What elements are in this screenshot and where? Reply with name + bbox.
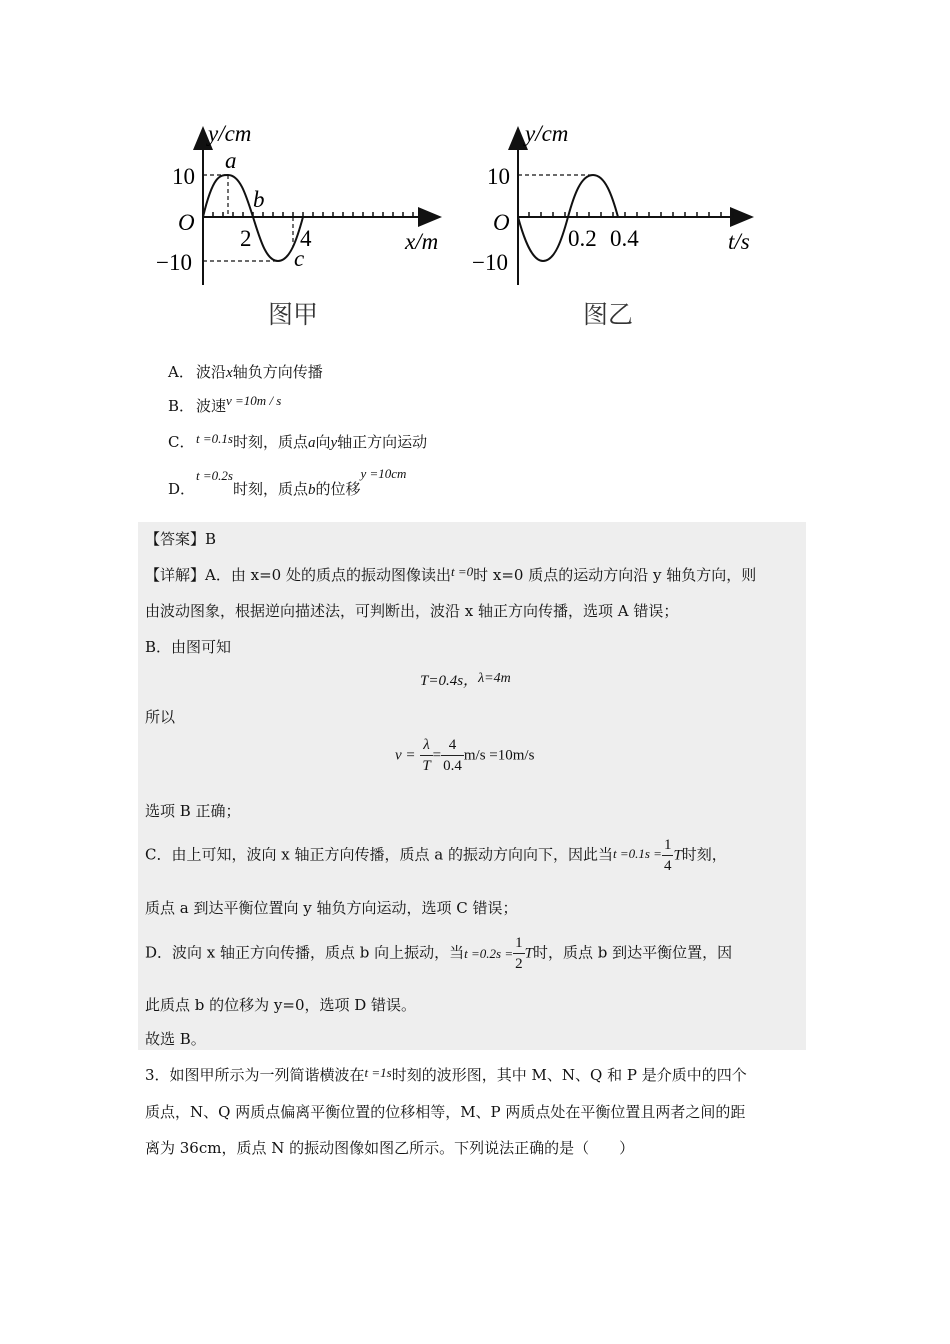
detail-label: 【详解】	[145, 566, 206, 584]
detail-line-c1	[145, 835, 727, 876]
formula: t =1s	[364, 1065, 392, 1080]
option-text: 的位移	[315, 480, 361, 498]
option-label: B．	[168, 397, 195, 415]
origin-label: O	[178, 210, 195, 235]
figure-caption-right: 图乙	[583, 300, 634, 329]
y-tick-negative: −10	[472, 250, 508, 275]
question3-line2: 质点，N、Q 两质点偏离平衡位置的位移相等，M、P 两质点处在平衡位置且两者之间的距	[145, 1103, 746, 1121]
text: C．由上可知，波向 x 轴正方向传播，质点 a 的振动方向向下，因此当	[145, 845, 613, 864]
question3-line3: 离为 36cm，质点 N 的振动图像如图乙所示。下列说法正确的是（ ）	[145, 1139, 635, 1157]
formula-period-wavelength	[420, 669, 511, 690]
math-var: b	[307, 482, 316, 498]
option-a[interactable]	[168, 362, 323, 383]
text: 时，质点 b 到达平衡位置，因	[532, 943, 733, 962]
y-tick-positive: 10	[487, 164, 510, 189]
option-text: 时刻，质点	[232, 480, 308, 498]
fraction-denominator: 0.4	[443, 758, 462, 774]
y-axis-label: y/cm	[525, 121, 569, 146]
equals: =	[432, 747, 442, 764]
detail-line-b1: B．由图可知	[145, 638, 232, 656]
detail-line-b3: 选项 B 正确；	[145, 802, 241, 820]
origin-label: O	[493, 210, 510, 235]
x-tick-4: 4	[300, 226, 312, 251]
x-tick-0.4: 0.4	[610, 226, 639, 251]
option-b[interactable]	[168, 393, 282, 417]
vibration-graph-figure	[470, 115, 770, 290]
detail-line-a1	[145, 564, 756, 585]
option-label: C．	[168, 433, 195, 451]
point-a-label: a	[225, 148, 237, 173]
text: A．由 x=0 处的质点的振动图像读出	[205, 566, 451, 584]
answer-heading: 【答案】B	[145, 530, 217, 548]
detail-conclusion: 故选 B。	[145, 1030, 206, 1048]
fraction-denominator: 2	[515, 956, 523, 972]
formula: t =0.2s =	[464, 945, 514, 961]
option-text: 波沿	[196, 363, 227, 381]
option-text: 向	[315, 433, 331, 451]
option-label: A．	[168, 363, 194, 381]
text: 时刻，	[681, 845, 727, 864]
fraction-denominator: T	[422, 758, 431, 774]
point-c-label: c	[294, 246, 305, 271]
x-axis-label: t/s	[728, 229, 750, 254]
formula: T	[524, 945, 533, 962]
option-d[interactable]	[168, 466, 407, 500]
formula: t =0.1s	[196, 431, 233, 446]
math-var: y	[330, 435, 338, 451]
option-text: 轴正方向运动	[337, 433, 428, 451]
fraction-numerator: λ	[420, 735, 432, 756]
formula: t =0.2s	[196, 468, 233, 483]
text: 时 x=0 质点的运动方向沿 y 轴负方向，则	[473, 566, 757, 584]
formula: v =	[395, 747, 416, 764]
fraction-numerator: 4	[441, 735, 464, 756]
formula: t =0	[450, 564, 474, 579]
formula: y =10cm	[360, 466, 407, 481]
detail-so: 所以	[145, 708, 176, 726]
option-text: 时刻，质点	[232, 433, 308, 451]
option-text: 轴负方向传播	[232, 363, 323, 381]
math-var: a	[307, 435, 316, 451]
option-c[interactable]	[168, 432, 427, 453]
fraction-numerator: 1	[513, 933, 525, 954]
text: D．波向 x 轴正方向传播，质点 b 向上振动，当	[145, 943, 465, 962]
figure-caption-left: 图甲	[268, 300, 319, 329]
option-text: 波速	[196, 397, 227, 415]
y-tick-positive: 10	[172, 164, 195, 189]
y-axis-label: y/cm	[208, 121, 252, 146]
math-var: x	[226, 365, 233, 381]
formula: t =0.1s =	[612, 845, 662, 861]
text: 3．如图甲所示为一列简谐横波在	[145, 1066, 365, 1084]
x-axis-label: x/m	[405, 229, 439, 254]
detail-line-a2: 由波动图象，根据逆向描述法，可判断出，波沿 x 轴正方向传播，选项 A 错误；	[145, 602, 679, 620]
detail-line-d1	[145, 933, 732, 974]
x-tick-2: 2	[240, 226, 252, 251]
detail-line-d2: 此质点 b 的位移为 y=0，选项 D 错误。	[145, 996, 417, 1014]
fraction-denominator: 4	[663, 858, 672, 874]
point-b-label: b	[253, 187, 265, 212]
text: 时刻的波形图，其中 M、N、Q 和 P 是介质中的四个	[391, 1066, 747, 1084]
formula: v =10m / s	[226, 393, 282, 408]
detail-line-c2: 质点 a 到达平衡位置向 y 轴负方向运动，选项 C 错误；	[145, 899, 518, 917]
formula-speed	[395, 735, 534, 776]
y-tick-negative: −10	[156, 250, 192, 275]
fraction-numerator: 1	[662, 835, 674, 856]
formula: m/s =10m/s	[463, 747, 535, 764]
formula: λ=4m	[478, 671, 511, 686]
question3-line1	[145, 1064, 747, 1085]
wave-graph-figure	[150, 115, 460, 290]
formula: T=0.4s，	[420, 673, 479, 689]
x-tick-0.2: 0.2	[568, 226, 597, 251]
formula: T	[673, 847, 682, 864]
option-label: D．	[168, 480, 196, 498]
